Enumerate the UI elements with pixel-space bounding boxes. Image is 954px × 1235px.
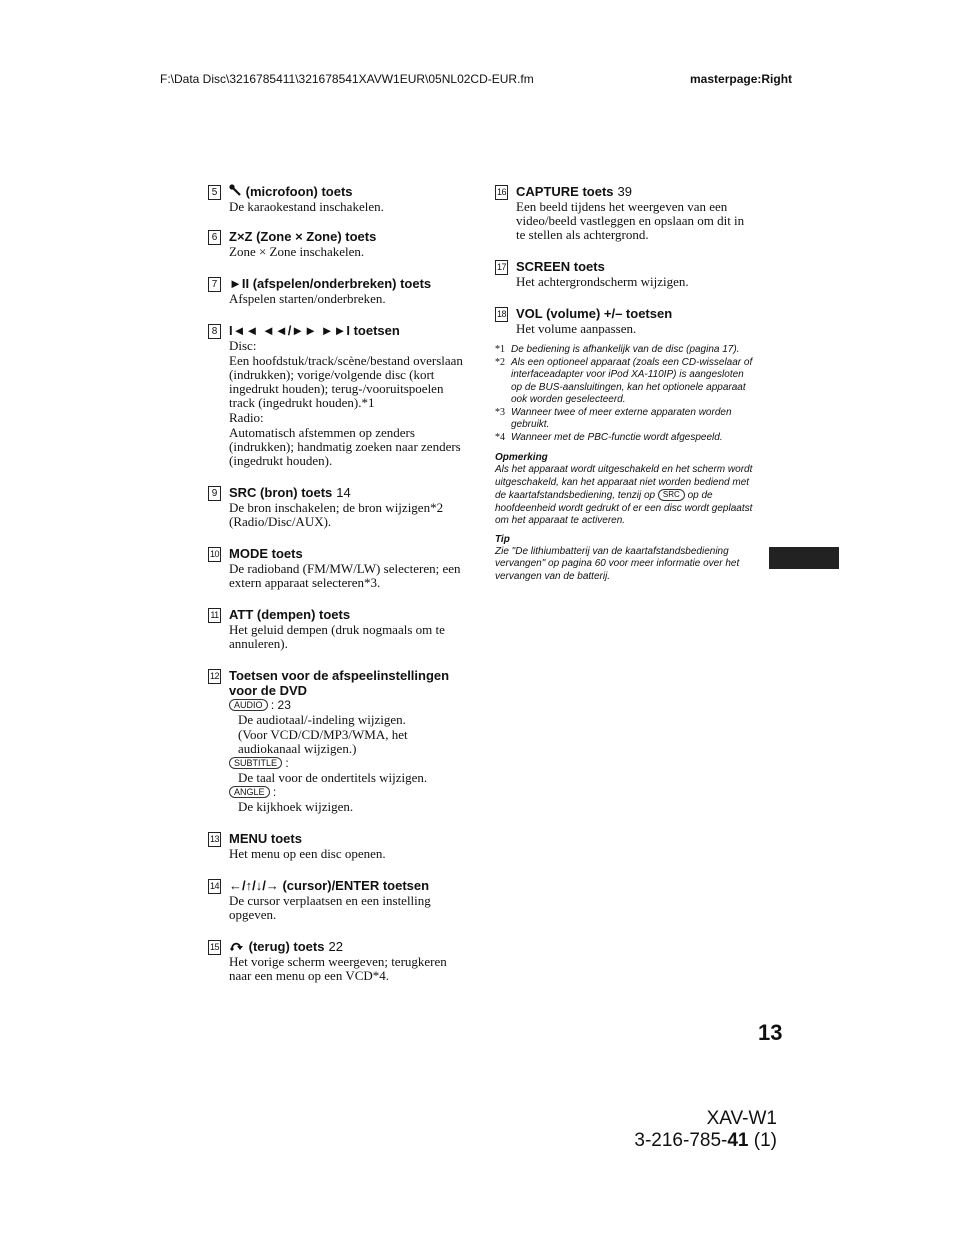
- list-item: [495, 306, 753, 336]
- item-number: 14: [208, 879, 221, 894]
- list-item: [495, 259, 753, 289]
- return-icon: [229, 939, 245, 954]
- item-title: (terug) toets: [248, 939, 325, 954]
- tip-text: Zie "De lithiumbatterij van de kaartafstandsbediening vervangen" op pagina 60 voor meer informatie over het vervangen van de batterij.: [495, 545, 740, 582]
- item-description: Radio:: [229, 410, 264, 425]
- item-number: 9: [208, 486, 221, 501]
- list-item: [208, 607, 470, 651]
- footnote: [495, 357, 753, 407]
- item-title: ►II (afspelen/onderbreken) toets: [229, 276, 432, 291]
- footnote-mark: *2: [495, 356, 505, 368]
- note-text: Als het apparaat wordt uitgeschakeld en het scherm wordt uitgeschakeld, kan het apparaat niet worden bediend met de kaartafstandsbediening, tenzij op SRC op de hoofdeenheid wordt gedrukt of er een disc wordt geplaatst om het apparaat te activeren.: [495, 464, 753, 526]
- item-number: 6: [208, 230, 221, 245]
- right-column: [495, 184, 753, 589]
- item-description: Het achtergrondscherm wijzigen.: [516, 274, 689, 289]
- item-description: Het vorige scherm weergeven; terugkeren naar een menu op een VCD*4.: [229, 954, 447, 983]
- footnote-mark: *1: [495, 344, 505, 355]
- item-title: Z×Z (Zone × Zone) toets: [229, 229, 377, 244]
- item-title: VOL (volume) +/– toetsen: [516, 306, 673, 321]
- list-item: [208, 939, 470, 983]
- angle-key: ANGLE: [229, 786, 270, 798]
- subtitle-key: SUBTITLE: [229, 757, 282, 769]
- left-column: [208, 184, 470, 999]
- item-number: 13: [208, 832, 221, 847]
- item-title: ←/↑/↓/→ (cursor)/ENTER toetsen: [229, 878, 430, 893]
- footnote-text: Wanneer twee of meer externe apparaten worden gebruikt.: [511, 406, 732, 430]
- item-description: De karaokestand inschakelen.: [229, 199, 384, 214]
- microphone-icon: [229, 184, 242, 199]
- item-description: De audiotaal/-indeling wijzigen.: [238, 712, 406, 727]
- item-number: 16: [495, 185, 508, 200]
- footnote-text: Als een optioneel apparaat (zoals een CD-wisselaar of interfaceadapter voor iPod XA-110IP) is aangesloten op de BUS-aansluitingen, kan het optionele apparaat ook worden geselecteerd.: [511, 356, 753, 405]
- item-number: 12: [208, 669, 221, 684]
- item-number: 11: [208, 608, 221, 623]
- item-description: De cursor verplaatsen en een instelling opgeven.: [229, 893, 431, 922]
- note-heading: Opmerking: [495, 452, 548, 463]
- item-description: De kijkhoek wijzigen.: [238, 799, 354, 814]
- list-item: [208, 485, 470, 529]
- page-reference: 39: [617, 184, 632, 199]
- page-number: 13: [758, 1020, 783, 1045]
- file-path: F:\Data Disc\3216785411\321678541XAVW1EUR\05NL02CD-EUR.fm: [160, 72, 534, 86]
- item-description: Een hoofdstuk/track/scène/bestand overslaan (indrukken); vorige/volgende disc (kort ingedrukt houden); terug-/vooruitspoelen track (ingedrukt houden).*1: [229, 353, 463, 410]
- list-item: [208, 546, 470, 590]
- tip-heading: Tip: [495, 533, 510, 545]
- footnote-text: Wanneer met de PBC-functie wordt afgespeeld.: [511, 431, 723, 443]
- list-item: [208, 276, 470, 306]
- item-title: SCREEN toets: [516, 259, 605, 274]
- dvd-settings-item: 12 Toetsen voor de afspeelinstellingen voor de DVD AUDIO : 23 De audiotaal/-indeling wijzigen. (Voor VCD/CD/MP3/WMA, het audiokanaal wijzigen.) SUBTITLE : De taal voor de ondertitels wijzigen. ANGLE : De kijkhoek wijzigen.: [208, 668, 470, 814]
- item-description: De bron inschakelen; de bron wijzigen*2 (Radio/Disc/AUX).: [229, 500, 444, 529]
- item-description: Automatisch afstemmen op zenders (indrukken); handmatig zoeken naar zenders (ingedrukt houden).: [229, 425, 461, 468]
- item-title: (microfoon) toets: [245, 184, 353, 199]
- item-description: Het menu op een disc openen.: [229, 846, 386, 861]
- list-item: [208, 831, 470, 861]
- page-reference: 23: [277, 698, 291, 712]
- item-number: 15: [208, 940, 221, 955]
- footnote-mark: *4: [495, 431, 505, 443]
- item-title: SRC (bron) toets: [229, 485, 333, 500]
- list-item: [208, 323, 470, 468]
- item-description: (Voor VCD/CD/MP3/WMA, het audiokanaal wijzigen.): [238, 727, 408, 756]
- item-number: 18: [495, 307, 508, 322]
- part-code: 3-216-785-41 (1): [634, 1130, 777, 1151]
- item-description: De taal voor de ondertitels wijzigen.: [238, 770, 428, 785]
- item-number: 10: [208, 547, 221, 562]
- item-number: 7: [208, 277, 221, 292]
- list-item: [208, 184, 470, 214]
- src-key: SRC: [658, 489, 685, 501]
- item-description: Afspelen starten/onderbreken.: [229, 291, 386, 306]
- footnote: [495, 432, 753, 445]
- model-block: [600, 1108, 777, 1152]
- footnote: [495, 344, 753, 357]
- item-number: 8: [208, 324, 221, 339]
- section-tab: [769, 547, 839, 569]
- list-item: [208, 878, 470, 922]
- item-title: MODE toets: [229, 546, 303, 561]
- footnote-mark: *3: [495, 406, 505, 418]
- page-reference: 22: [328, 939, 343, 954]
- footnote-text: De bediening is afhankelijk van de disc (pagina 17).: [511, 344, 740, 355]
- item-description: Het volume aanpassen.: [516, 321, 637, 336]
- item-description: Disc:: [229, 338, 257, 353]
- model-name: XAV-W1: [706, 1108, 777, 1129]
- item-number: 5: [208, 185, 221, 200]
- masterpage-label: masterpage:Right: [690, 72, 793, 86]
- page-reference: 14: [336, 485, 351, 500]
- item-title: Toetsen voor de afspeelinstellingen voor de DVD: [229, 668, 450, 698]
- audio-key: AUDIO: [229, 699, 268, 711]
- item-description: Zone × Zone inschakelen.: [229, 244, 365, 259]
- footnote: [495, 407, 753, 432]
- item-title: CAPTURE toets: [516, 184, 614, 199]
- item-title: I◄◄ ◄◄/►► ►►I toetsen: [229, 323, 400, 338]
- item-description: De radioband (FM/MW/LW) selecteren; een extern apparaat selecteren*3.: [229, 561, 461, 590]
- item-title: MENU toets: [229, 831, 302, 846]
- item-title: ATT (dempen) toets: [229, 607, 351, 622]
- item-description: Het geluid dempen (druk nogmaals om te annuleren).: [229, 622, 445, 651]
- list-item: [208, 229, 470, 259]
- item-description: Een beeld tijdens het weergeven van een video/beeld vastleggen en opslaan om dit in te stellen als achtergrond.: [516, 199, 745, 242]
- item-number: 17: [495, 260, 508, 275]
- list-item: [495, 184, 753, 242]
- footnotes: [495, 344, 753, 444]
